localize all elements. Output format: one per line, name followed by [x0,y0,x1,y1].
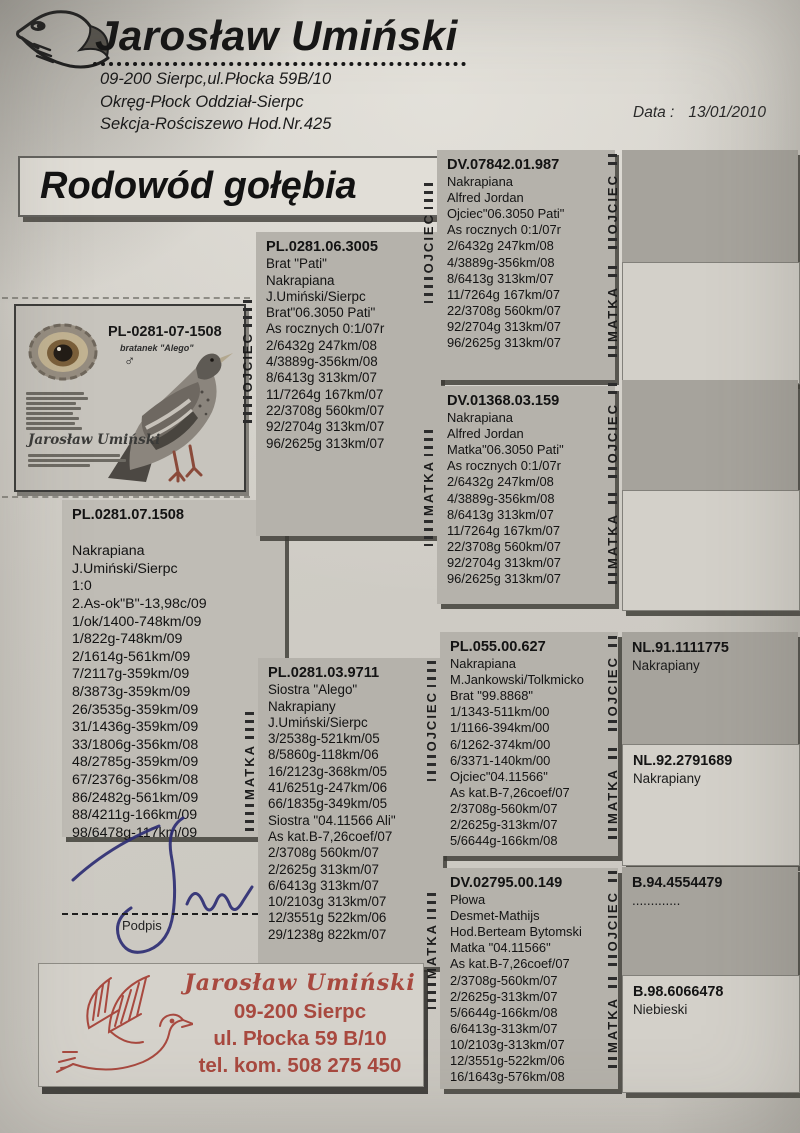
signature-caption: Podpis [122,918,162,933]
breeder-address [100,68,331,136]
card-ring-number: PL-0281-07-1508 [108,324,222,340]
card-subtitle: bratanek "Alego" [120,343,194,353]
father-box [256,232,441,536]
ring-id: NL.92.2791689 [633,753,733,769]
color-desc: Nakrapiany [633,771,701,786]
male-symbol: ♂ [124,353,136,370]
card-breeder-name: Jarosław Umiński [28,432,161,448]
ring-id: B.98.6066478 [633,984,724,1000]
breeder-stamp [38,963,424,1087]
stamp-name: Jarosław Umiński [184,970,416,996]
ojciec-label: OJCIEC [604,154,620,254]
ggp-box-5 [622,632,798,752]
result-lines: Płowa Desmet-Mathijs Hod.Berteam Bytomski Matka "04.11566" As kat.B-7,26coef/07 2/3708g-560km/07 2/2625g-313km/07 5/6644g-166km/08 6/6413g-313km/07 10/2103g-313km/07 12/3551g-522km/06 16/1643g-576km/08 [450,892,582,1085]
result-lines: Nakrapiana M.Jankowski/Tolkmicko Brat "99.8868" 1/1343-511km/00 1/1166-394km/00 6/1262-374km/00 6/3371-140km/00 Ojciec"04.11566" As kat.B-7,26coef/07 2/3708g-560km/07 2/2625g-313km/07 5/6644g-166km/08 [450,656,584,849]
dove-stamp-icon [53,972,193,1078]
mother-box [258,658,443,967]
ggp-box-8 [622,975,800,1093]
fine-print-address [28,454,128,467]
ggp-box-4 [622,490,800,611]
result-lines: Nakrapiana J.Umiński/Sierpc 1:0 2.As-ok"B"-13,98c/09 1/ok/1400-748km/09 1/822g-748km/09 2/1614g-561km/09 7/2117g-359km/09 8/3873g-359km/09 26/3535g-359km/09 31/1436g-359km/09 33/1806g-356km/08 48/2785g-359km/09 67/2376g-356km/08 86/2482g-561km/09 88/4211g-166km/09 98/6478g-117km/09 [72,543,207,841]
result-lines: Nakrapiana Alfred Jordan Ojciec"06.3050 Pati" As rocznych 0:1/07r 2/6432g 247km/08 4/3889g-356km/08 8/6413g 313km/07 11/7264g 167km/07 22/3708g 560km/07 92/2704g 313km/07 96/2625g 313km/07 [447,174,565,351]
ojciec-label: OJCIEC [604,636,620,736]
ring-id: NL.91.1111775 [632,640,729,656]
stamp-phone: tel. kom. 508 275 450 [198,1054,402,1077]
pigeon-eye-photo [26,320,100,384]
matka-label: MATKA [604,266,620,362]
matka-label: MATKA [604,493,620,589]
ojciec-label: OJCIEC [604,383,620,483]
date [633,104,766,122]
date-label: Data : [633,104,675,121]
ojciec-label: OJCIEC [239,300,255,424]
result-lines: Siostra "Alego" Nakrapiany J.Umiński/Sierpc 3/2538g-521km/05 8/5860g-118km/06 16/2123g-368km/05 41/6251g-247km/06 66/1835g-349km/05 Siostra "04.11566 Ali" As kat.B-7,26coef/07 2/3708g 560km/07 2/2625g 313km/07 6/6413g 313km/07 10/2103g 313km/07 12/3551g 522km/06 29/1238g 822km/07 [268,682,396,942]
ggp-box-3 [622,380,798,499]
cut-line [2,496,250,498]
matka-label: MATKA [420,430,436,546]
ring-id: PL.0281.03.9711 [268,665,380,681]
signature-mark [55,812,275,964]
address-line: Sekcja-Rościszewo Hod.Nr.425 [100,115,332,133]
ring-id: PL.055.00.627 [450,639,546,655]
result-lines: Brat "Pati" Nakrapiana J.Umiński/Sierpc Brat"06.3050 Pati" As rocznych 0:1/07r 2/6432g 247km/08 4/3889g-356km/08 8/6413g 313km/07 11/7264g 167km/07 22/3708g 560km/07 92/2704g 313km/07 96/2625g 313km/07 [266,256,385,451]
address-line: 09-200 Sierpc,ul.Płocka 59B/10 [100,70,332,88]
signature-line [62,913,258,915]
grandmother-paternal-box [437,386,615,604]
ojciec-label: OJCIEC [423,661,439,781]
ggp-box-2 [622,262,800,384]
grandmother-maternal-box [440,868,618,1089]
result-lines: Nakrapiana Alfred Jordan Matka"06.3050 Pati" As rocznych 0:1/07r 2/6432g 247km/08 4/3889g-356km/08 8/6413g 313km/07 11/7264g 167km/07 22/3708g 560km/07 92/2704g 313km/07 96/2625g 313km/07 [447,410,564,587]
ring-id: DV.01368.03.159 [447,393,560,409]
ring-id: PL.0281.06.3005 [266,239,378,255]
stamp-city: 09-200 Sierpc [233,1000,367,1023]
breeder-name: Jarosław Umiński [93,12,466,66]
color-desc: Nakrapiany [632,658,700,673]
ring-id: DV.07842.01.987 [447,157,560,173]
date-value: 13/01/2010 [688,104,766,121]
stamp-text [181,968,419,1079]
matka-label: MATKA [604,977,620,1073]
ggp-box-6 [622,744,800,866]
ring-id: PL.0281.07.1508 [72,507,184,523]
color-desc: Niebieski [633,1002,688,1017]
ggp-box-1 [622,150,798,270]
ring-id: DV.02795.00.149 [450,875,563,891]
pigeon-photo-card [14,304,246,492]
page-title: Rodowód gołębia [18,156,446,217]
ojciec-label: OJCIEC [604,871,620,971]
ojciec-label: OJCIEC [420,183,436,303]
matka-label: MATKA [604,748,620,844]
ggp-box-7 [622,867,798,987]
address-line: Okręg-Płock Oddział-Sierpc [100,92,304,111]
grandfather-maternal-box [440,632,618,856]
grandfather-paternal-box [437,150,615,380]
matka-label: MATKA [423,893,439,1009]
fine-print-results [26,392,90,430]
page-header [93,12,466,60]
ring-id: B.94.4554479 [632,875,723,891]
color-desc: ............. [632,893,681,908]
stamp-street: ul. Płocka 59 B/10 [213,1027,387,1050]
cut-line [2,297,250,299]
matka-label: MATKA [241,712,257,832]
